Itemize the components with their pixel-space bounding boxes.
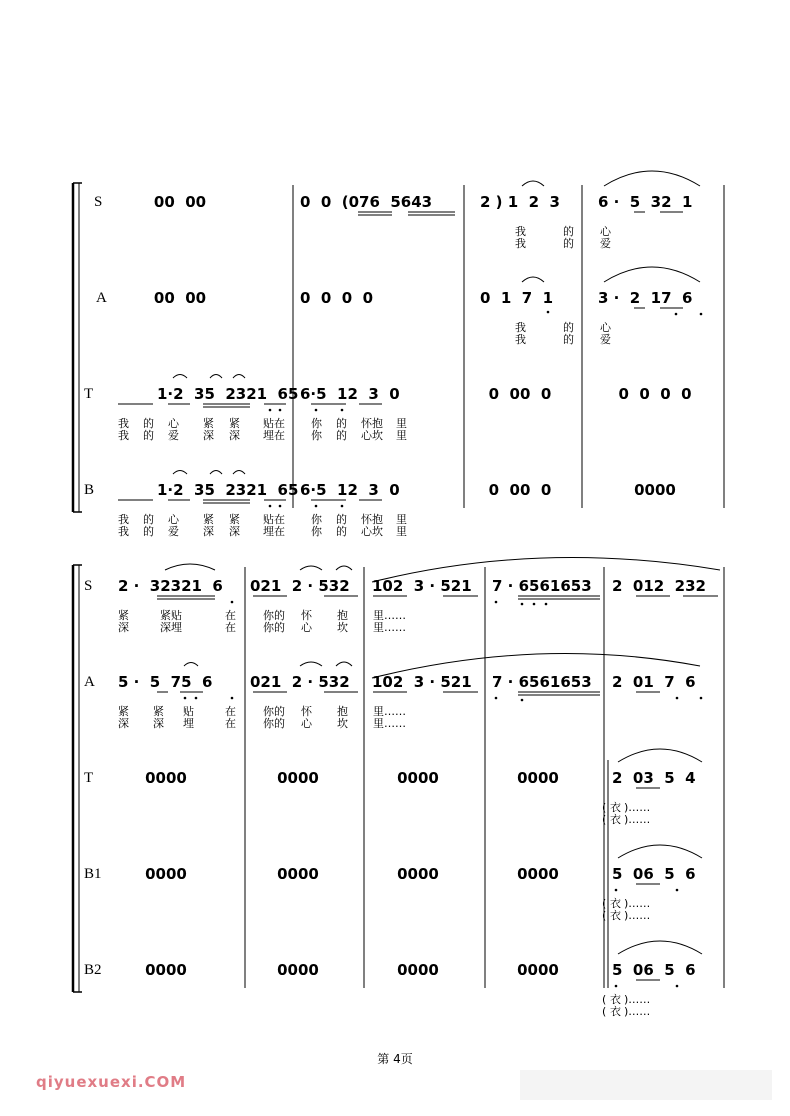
lyric-syllable: 紧贴	[160, 609, 182, 622]
lyric-syllable: 里	[396, 417, 407, 430]
measure: 1·2 35 2321 65	[157, 481, 299, 499]
lyric-syllable: 埋在	[263, 525, 285, 538]
lyric-syllable: 的	[143, 429, 154, 442]
lyric-syllable: 你的	[263, 621, 285, 634]
lyric-syllable: 里	[396, 525, 407, 538]
lyric-syllable: 你的	[263, 705, 285, 718]
lyric-syllable: 我	[515, 333, 526, 346]
lyric-syllable: 在	[225, 705, 236, 718]
watermark: qiyuexuexi.COM	[36, 1073, 187, 1091]
lyric-syllable: 在	[225, 609, 236, 622]
lyric-syllable: 爱	[600, 333, 611, 346]
measure: 0000	[145, 865, 187, 883]
lyric-syllable: 我	[515, 237, 526, 250]
lyric-syllable: 你的	[263, 717, 285, 730]
lyric-syllable: 的	[336, 429, 347, 442]
voice-label: B	[84, 482, 95, 498]
lyric-syllable: 紧	[203, 513, 214, 526]
lyric-syllable: 抱	[337, 609, 348, 622]
lyric-syllable: 埋在	[263, 429, 285, 442]
measure: 0000	[145, 769, 187, 787]
lyric-syllable: 里……	[373, 609, 406, 622]
lyric-syllable: 紧	[229, 513, 240, 526]
lyric-syllable: 你的	[263, 609, 285, 622]
measure: 6·5 12 3 0	[300, 385, 400, 403]
measure: 6·5 12 3 0	[300, 481, 400, 499]
lyric-syllable: 心	[301, 717, 312, 730]
measure: 5 06 5 6	[612, 961, 696, 979]
voice-label: B2	[84, 962, 102, 978]
measure: 0000	[277, 961, 319, 979]
voice-label: T	[84, 770, 94, 786]
measure: 00 00	[153, 193, 207, 211]
lyric-syllable: 怀抱	[361, 417, 383, 430]
lyric-syllable: 怀	[301, 609, 312, 622]
lyric-syllable: (	[602, 993, 607, 1006]
lyric-syllable: 的	[563, 225, 574, 238]
lyric-syllable: (	[602, 897, 607, 910]
lyric-syllable: 爱	[600, 237, 611, 250]
lyric-syllable: 怀抱	[361, 513, 383, 526]
measure: 7 · 6561653	[492, 577, 592, 595]
lyric-syllable: 你	[311, 417, 322, 430]
measure: 2 ) 1 2 3	[480, 193, 560, 211]
lyric-syllable: )……	[624, 909, 651, 922]
lyric-syllable: 衣	[610, 993, 621, 1006]
lyric-syllable: 贴在	[263, 417, 285, 430]
voice-label: B1	[84, 866, 102, 882]
measure: 102 3 · 521	[372, 577, 472, 595]
measure: 0000	[397, 865, 439, 883]
measure: 102 3 · 521	[372, 673, 472, 691]
measure: 00 00	[153, 289, 207, 307]
lyric-syllable: 心	[168, 513, 179, 526]
lyric-syllable: 衣	[610, 1005, 621, 1018]
lyric-syllable: 坎	[337, 717, 348, 730]
lyric-syllable: 紧	[118, 609, 129, 622]
lyric-syllable: 的	[563, 237, 574, 250]
measure: 0 0 (076 5643	[300, 193, 433, 211]
lyric-syllable: (	[602, 813, 607, 826]
lyric-syllable: 深埋	[160, 621, 182, 634]
measure: 0000	[517, 961, 559, 979]
lyric-syllable: )……	[624, 1005, 651, 1018]
lyric-syllable: 我	[118, 429, 129, 442]
lyric-syllable: 紧	[153, 705, 164, 718]
lyric-syllable: 深	[203, 429, 214, 442]
lyric-syllable: 的	[143, 525, 154, 538]
measure: 6 · 5 32 1	[598, 193, 693, 211]
lyric-syllable: 爱	[168, 429, 179, 442]
lyric-syllable: 你	[311, 429, 322, 442]
lyric-syllable: 的	[563, 333, 574, 346]
lyric-syllable: 深	[229, 525, 240, 538]
lyric-syllable: 的	[563, 321, 574, 334]
lyric-syllable: (	[602, 801, 607, 814]
lyric-syllable: 深	[118, 717, 129, 730]
lyric-syllable: 里……	[373, 621, 406, 634]
lyric-syllable: 深	[203, 525, 214, 538]
measure: 0 00 0	[488, 481, 552, 499]
measure: 0000	[145, 961, 187, 979]
lyric-syllable: 深	[118, 621, 129, 634]
lyric-syllable: 心	[301, 621, 312, 634]
lyric-syllable: 坎	[337, 621, 348, 634]
lyric-syllable: )……	[624, 993, 651, 1006]
lyric-syllable: (	[602, 1005, 607, 1018]
voice-label: S	[84, 578, 93, 594]
measure: 1·2 35 2321 65	[157, 385, 299, 403]
voice-label: T	[84, 386, 94, 402]
lyric-syllable: 紧	[203, 417, 214, 430]
lyric-syllable: 心坎	[361, 525, 383, 538]
lyric-syllable: 心	[600, 321, 611, 334]
lyric-syllable: 爱	[168, 525, 179, 538]
measure: 7 · 6561653	[492, 673, 592, 691]
lyric-syllable: 我	[515, 321, 526, 334]
measure: 2 · 32321 6	[118, 577, 223, 595]
lyric-syllable: 你	[311, 513, 322, 526]
lyric-syllable: 里	[396, 513, 407, 526]
measure: 3 · 2 17 6	[598, 289, 693, 307]
page-number: 第 4页	[377, 1052, 413, 1066]
lyric-syllable: 在	[225, 621, 236, 634]
lyric-syllable: 深	[229, 429, 240, 442]
lyric-syllable: 怀	[301, 705, 312, 718]
lyric-syllable: 心	[600, 225, 611, 238]
measure: 0 0 0 0	[300, 289, 374, 307]
measure: 0000	[517, 769, 559, 787]
measure: 021 2 · 532	[250, 673, 350, 691]
lyric-syllable: 贴在	[263, 513, 285, 526]
lyric-syllable: 紧	[118, 705, 129, 718]
measure: 0000	[397, 961, 439, 979]
lyric-syllable: 紧	[229, 417, 240, 430]
lyric-syllable: 的	[336, 525, 347, 538]
lyric-syllable: 我	[118, 513, 129, 526]
lyric-syllable: )……	[624, 801, 651, 814]
voice-label: A	[96, 290, 107, 306]
measure: 2 01 7 6	[612, 673, 696, 691]
lyric-syllable: )……	[624, 897, 651, 910]
measure: 2 012 232	[612, 577, 706, 595]
measure: 0 00 0	[488, 385, 552, 403]
watermark-bar	[520, 1070, 772, 1100]
lyric-syllable: 的	[143, 513, 154, 526]
lyric-syllable: 贴	[183, 705, 194, 718]
lyric-syllable: 衣	[610, 909, 621, 922]
lyric-syllable: 的	[143, 417, 154, 430]
lyric-syllable: 我	[515, 225, 526, 238]
lyric-syllable: 衣	[610, 801, 621, 814]
lyric-syllable: 衣	[610, 897, 621, 910]
voice-label: S	[94, 194, 103, 210]
measure: 5 06 5 6	[612, 865, 696, 883]
measure: 2 03 5 4	[612, 769, 696, 787]
voice-label: A	[84, 674, 95, 690]
lyric-syllable: 里……	[373, 705, 406, 718]
lyric-syllable: )……	[624, 813, 651, 826]
lyric-syllable: 抱	[337, 705, 348, 718]
lyric-syllable: 埋	[183, 717, 194, 730]
lyric-syllable: 衣	[610, 813, 621, 826]
lyric-syllable: 我	[118, 525, 129, 538]
measure: 0000	[397, 769, 439, 787]
lyric-syllable: 心坎	[361, 429, 383, 442]
lyric-syllable: 心	[168, 417, 179, 430]
measure: 0000	[517, 865, 559, 883]
lyric-syllable: 的	[336, 417, 347, 430]
lyric-syllable: 在	[225, 717, 236, 730]
measure: 0000	[277, 865, 319, 883]
measure: 5 · 5 75 6	[118, 673, 213, 691]
measure: 021 2 · 532	[250, 577, 350, 595]
lyric-syllable: (	[602, 909, 607, 922]
lyric-syllable: 里……	[373, 717, 406, 730]
lyric-syllable: 你	[311, 525, 322, 538]
measure: 0 0 0 0	[618, 385, 692, 403]
lyric-syllable: 我	[118, 417, 129, 430]
lyric-syllable: 的	[336, 513, 347, 526]
measure: 0000	[634, 481, 676, 499]
lyric-syllable: 深	[153, 717, 164, 730]
measure: 0000	[277, 769, 319, 787]
measure: 0 1 7 1	[480, 289, 554, 307]
lyric-syllable: 里	[396, 429, 407, 442]
